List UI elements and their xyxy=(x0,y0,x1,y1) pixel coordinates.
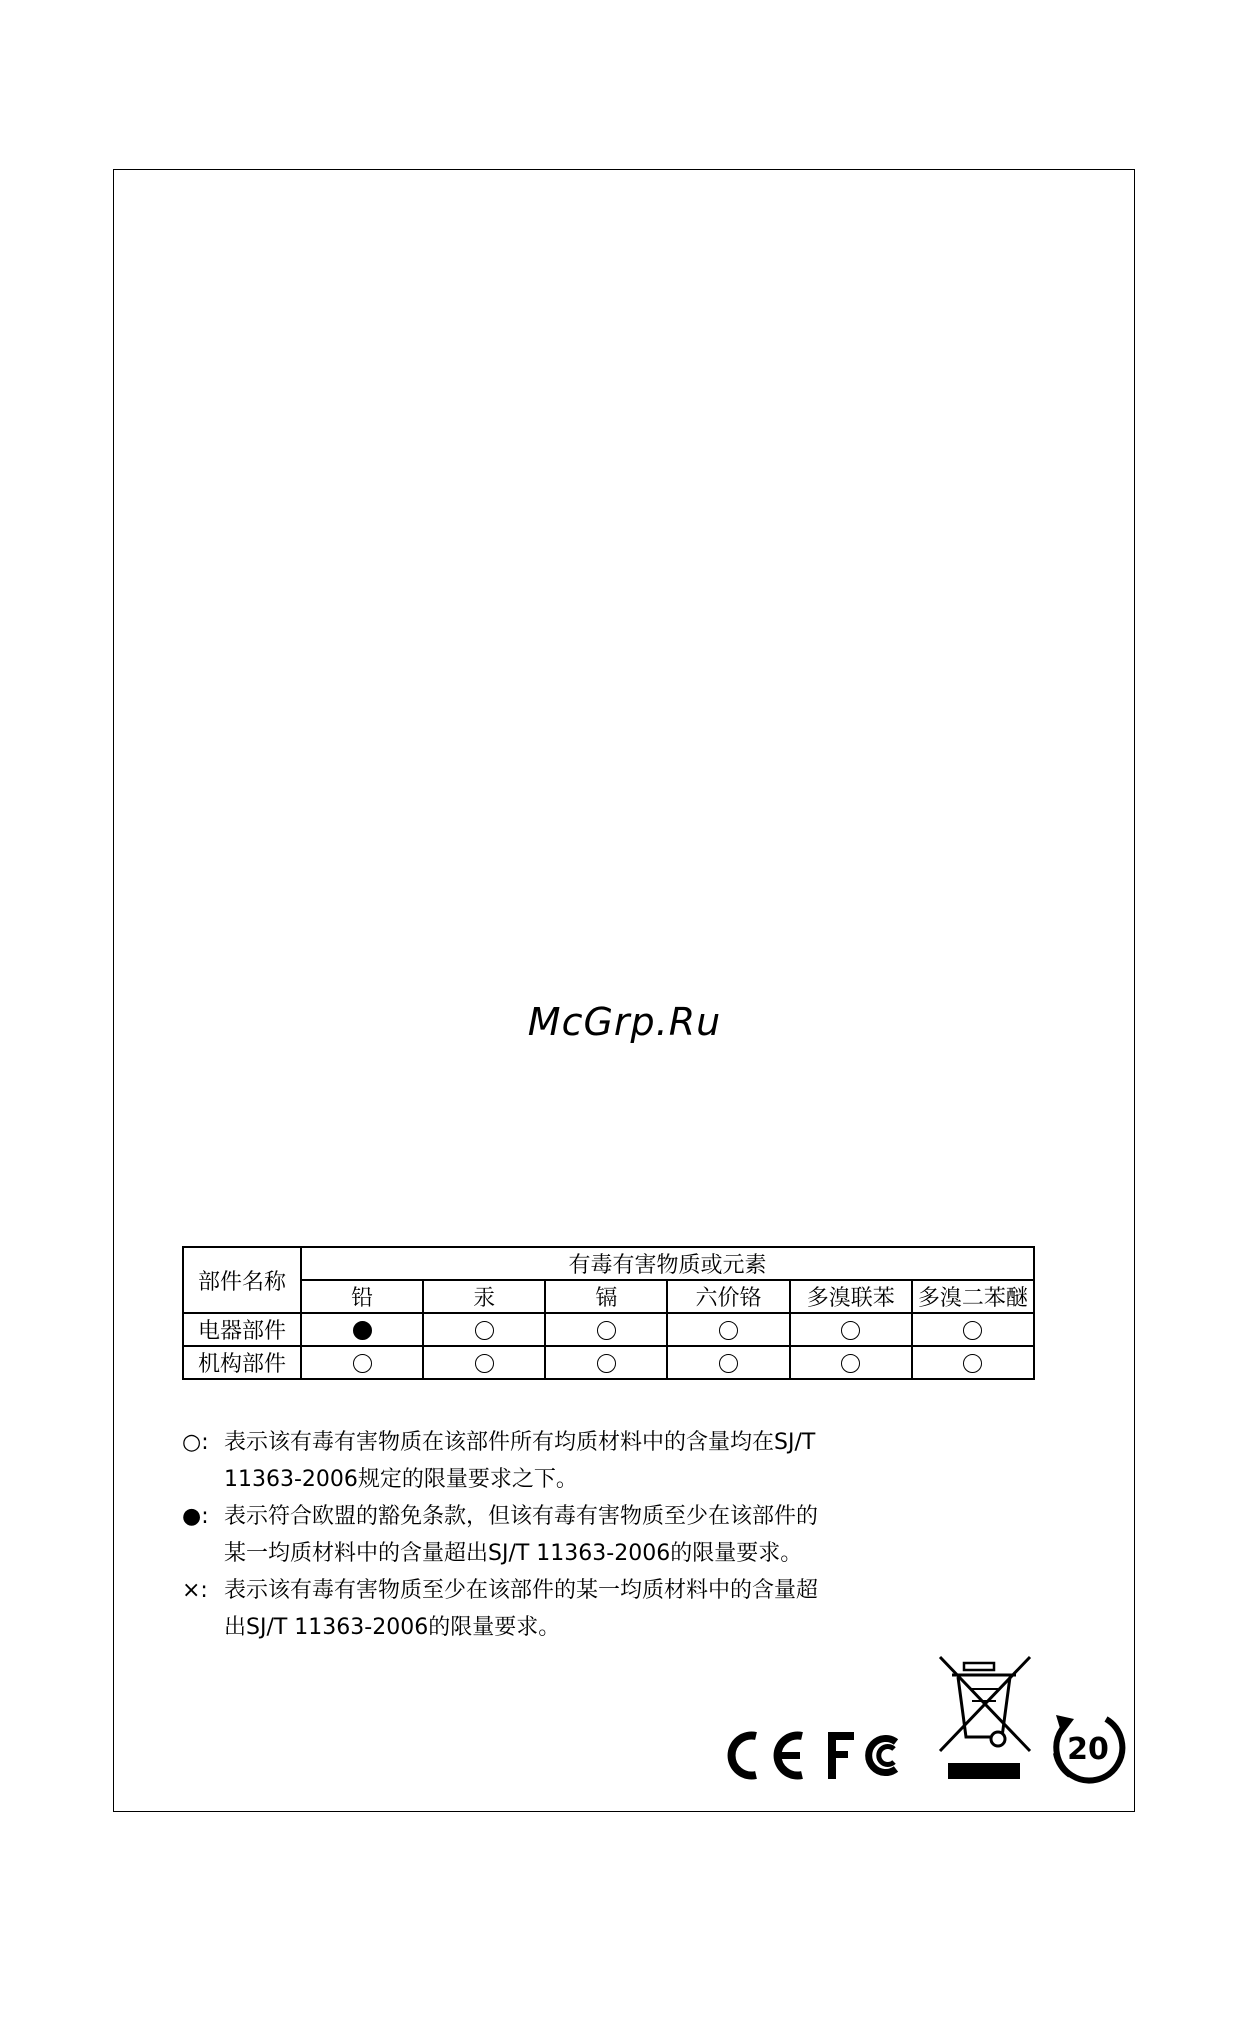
hazardous-substances-table xyxy=(182,1246,1035,1380)
note-line: 11363-2006规定的限量要求之下。 xyxy=(224,1467,578,1492)
column-lead: 铅 xyxy=(301,1280,423,1313)
table-row xyxy=(183,1313,1034,1346)
note-line: 表示该有毒有害物质至少在该部件的某一均质材料中的含量超 xyxy=(224,1578,819,1603)
legend-notes xyxy=(182,1424,884,1646)
fcc-mark-icon xyxy=(828,1728,908,1783)
mark-icon xyxy=(719,1354,738,1373)
header-substance-group: 有毒有害物质或元素 xyxy=(301,1247,1034,1280)
mark-icon xyxy=(841,1354,860,1373)
mark-icon xyxy=(963,1354,982,1373)
note-line: 表示该有毒有害物质在该部件所有均质材料中的含量均在SJ/T xyxy=(224,1430,816,1455)
mark-icon xyxy=(475,1321,494,1340)
note-symbol: ×: xyxy=(182,1578,208,1603)
note-cross xyxy=(182,1572,884,1646)
ce-mark-icon xyxy=(720,1728,805,1783)
mark-icon xyxy=(841,1321,860,1340)
efup-years-label: 20 xyxy=(1067,1732,1109,1767)
note-filled-circle xyxy=(182,1498,884,1572)
certification-logos xyxy=(720,1655,1130,1785)
header-part-name: 部件名称 xyxy=(183,1247,301,1313)
efup-20-icon xyxy=(1046,1705,1130,1789)
note-line: 某一均质材料中的含量超出SJ/T 11363-2006的限量要求。 xyxy=(224,1541,803,1566)
weee-bin-icon xyxy=(936,1655,1036,1783)
row-name: 电器部件 xyxy=(183,1313,301,1346)
mark-icon xyxy=(353,1354,372,1373)
row-name: 机构部件 xyxy=(183,1346,301,1379)
mark-icon xyxy=(963,1321,982,1340)
note-empty-circle xyxy=(182,1424,884,1498)
mark-icon xyxy=(597,1321,616,1340)
note-line: 表示符合欧盟的豁免条款，但该有毒有害物质至少在该部件的 xyxy=(224,1504,819,1529)
column-mercury: 汞 xyxy=(423,1280,545,1313)
watermark: McGrp.Ru xyxy=(527,1000,722,1044)
mark-icon xyxy=(475,1354,494,1373)
mark-icon xyxy=(597,1354,616,1373)
mark-icon xyxy=(353,1321,372,1340)
column-pbde: 多溴二苯醚 xyxy=(912,1280,1034,1313)
column-cadmium: 镉 xyxy=(545,1280,667,1313)
column-chromium: 六价铬 xyxy=(667,1280,789,1313)
mark-icon xyxy=(719,1321,738,1340)
note-symbol: ●: xyxy=(182,1504,209,1529)
note-symbol: ○: xyxy=(182,1430,209,1455)
column-pbb: 多溴联苯 xyxy=(790,1280,912,1313)
table-row xyxy=(183,1346,1034,1379)
note-line: 出SJ/T 11363-2006的限量要求。 xyxy=(224,1615,561,1640)
